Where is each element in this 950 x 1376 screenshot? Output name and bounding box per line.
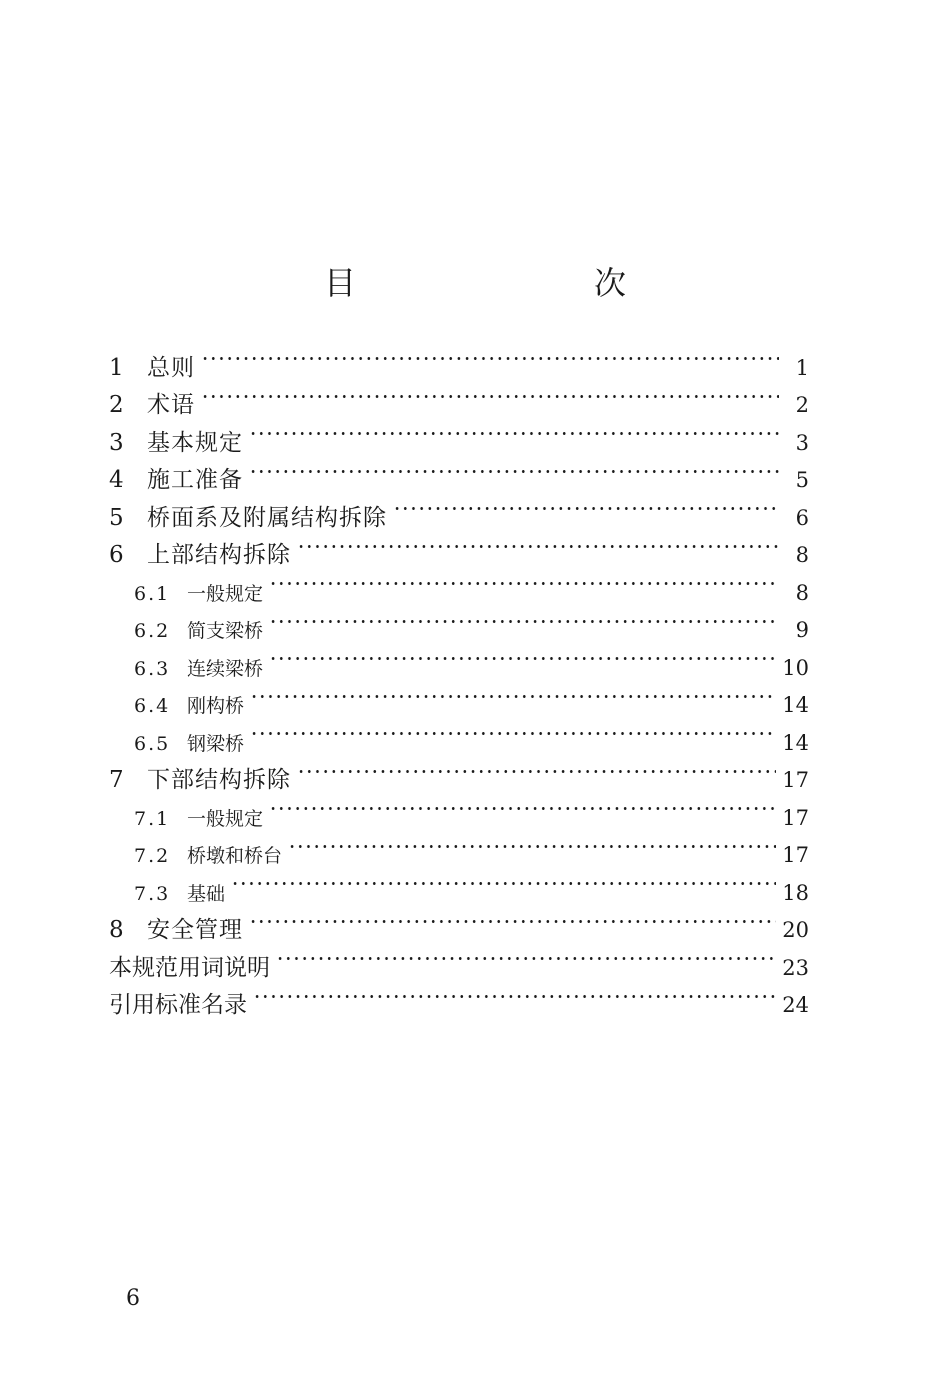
toc-entry-page: 9	[795, 618, 809, 642]
toc-entry-number: 7.1	[134, 807, 171, 830]
dot-leader	[249, 412, 779, 450]
toc-entry-page: 1	[795, 355, 809, 380]
toc-entry-number: 7.3	[134, 882, 171, 905]
toc-entry-label: 术语	[147, 392, 195, 418]
toc-entry-label: 下部结构拆除	[147, 767, 291, 793]
toc-entry-page: 3	[795, 430, 809, 455]
toc-entry-label: 桥墩和桥台	[187, 845, 283, 867]
toc-entry-page: 14	[782, 693, 809, 717]
page-number: 6	[126, 1286, 140, 1311]
toc-entry-number: 6.2	[134, 620, 171, 642]
toc-entry-label: 一般规定	[187, 582, 264, 605]
toc-entry-page: 17	[782, 768, 809, 792]
toc-entry-label: 本规范用词说明	[109, 954, 270, 981]
dot-leader	[269, 562, 779, 600]
dot-leader	[393, 487, 779, 525]
dot-leader	[269, 600, 779, 638]
dot-leader	[249, 450, 779, 488]
dot-leader	[253, 975, 776, 1013]
toc-entry-number: 6.3	[134, 657, 171, 680]
toc-entry-number: 1	[109, 354, 124, 381]
toc-entry-label: 桥面系及附属结构拆除	[147, 504, 387, 531]
toc-entry-number: 6.4	[134, 695, 171, 717]
toc-entry-label: 施工准备	[147, 467, 243, 493]
toc-entry-number: 6.1	[134, 582, 171, 605]
toc-entry-label: 上部结构拆除	[147, 542, 291, 568]
dot-leader	[269, 637, 776, 675]
dot-leader	[297, 525, 779, 563]
toc-entry-label: 总则	[147, 354, 195, 381]
toc-entry-number: 4	[109, 467, 124, 493]
toc-entry-number: 3	[109, 429, 124, 456]
toc-entry-page: 20	[782, 918, 809, 942]
toc-entry-label: 钢梁桥	[187, 732, 245, 755]
table-of-contents	[109, 337, 809, 1018]
toc-entry-page: 24	[782, 993, 809, 1017]
toc-entry-label: 一般规定	[187, 807, 264, 830]
dot-leader	[250, 675, 776, 713]
toc-entry-page: 5	[795, 468, 809, 492]
toc-entry-label: 基本规定	[147, 429, 243, 456]
dot-leader	[250, 712, 776, 750]
toc-entry-3[interactable]	[109, 412, 809, 456]
toc-entry-label: 简支梁桥	[187, 620, 264, 642]
toc-entry-label: 连续梁桥	[187, 657, 264, 680]
page-title: 目 次	[323, 264, 684, 303]
toc-entry-label: 刚构桥	[187, 695, 245, 717]
toc-entry-label: 基础	[187, 882, 226, 905]
dot-leader	[288, 825, 776, 863]
toc-entry-page: 8	[795, 580, 809, 605]
toc-entry-number: 8	[109, 917, 124, 943]
toc-entry-number: 7	[109, 767, 124, 793]
toc-entry-label: 安全管理	[147, 917, 243, 943]
toc-entry-page: 17	[782, 843, 809, 867]
toc-entry-number: 2	[109, 392, 124, 418]
dot-leader	[276, 937, 776, 975]
toc-entry-page: 6	[795, 505, 809, 530]
toc-entry-page: 17	[782, 805, 809, 830]
dot-leader	[201, 337, 779, 375]
toc-entry-1[interactable]	[109, 337, 809, 381]
dot-leader	[231, 862, 776, 900]
toc-entry-page: 14	[782, 730, 809, 755]
dot-leader	[269, 787, 776, 825]
toc-entry-page: 8	[795, 543, 809, 567]
dot-leader	[201, 375, 779, 413]
dot-leader	[297, 750, 776, 788]
toc-entry-number: 5	[109, 504, 124, 531]
toc-entry-label: 引用标准名录	[109, 992, 247, 1018]
toc-entry-page: 18	[782, 880, 809, 905]
toc-entry-number: 7.2	[134, 845, 171, 867]
toc-entry-2[interactable]	[109, 375, 809, 418]
toc-entry-page: 23	[782, 955, 809, 980]
toc-entry-number: 6.5	[134, 732, 171, 755]
toc-entry-number: 6	[109, 542, 124, 568]
toc-entry-page: 2	[795, 393, 809, 417]
toc-entry-page: 10	[782, 655, 809, 680]
dot-leader	[249, 900, 776, 938]
